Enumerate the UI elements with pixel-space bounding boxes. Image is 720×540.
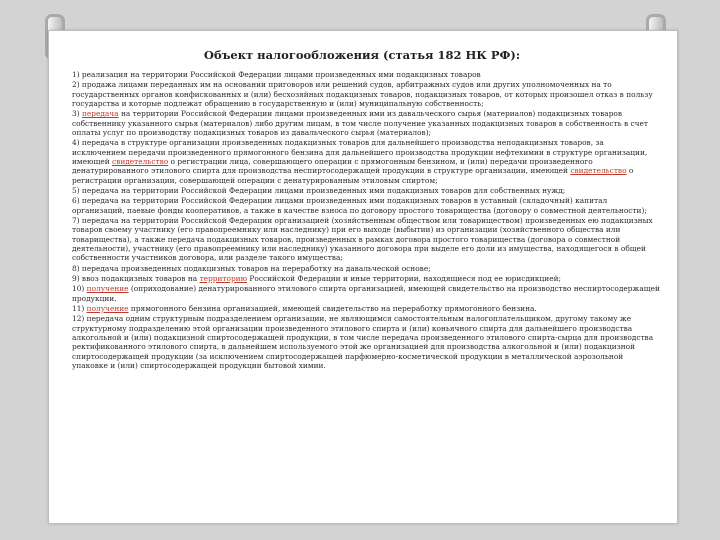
list-item: 10) получение (оприходование) денатурированного этилового спирта организацией, имеющей свидетельство на производство неспиртосодержащей продукции.	[72, 284, 660, 303]
page-title: Объект налогообложения (статья 182 НК РФ):	[203, 48, 521, 62]
link-peredacha[interactable]: передача	[81, 109, 119, 119]
list-item: 4) передача в структуре организации произведенных подакцизных товаров для дальнейшего производства неподакцизных товаров, за исключением передачи произведенного прямогонного бензина для дальнейшего производства продукции нефтехимии в структуре организации, имеющей свидетельство о регистрации лица, совершающего операции с прямогонным бензином, и (или) передачи произведенного денатурированного этилового спирта для производства неспиртосодержащей продукции в структуре организации, имеющей свидетельство о регистрации организации, совершающей операции с денатурированным этиловым спиртом;	[72, 138, 648, 185]
content-body	[72, 70, 660, 371]
list-item: 1) реализация на территории Российской Федерации лицами произведенных ими подакцизных товаров	[72, 70, 481, 79]
list-item: 9) ввоз подакцизных товаров на территорию Российской Федерации и иные территории, находящиеся под ее юрисдикцией;	[72, 273, 562, 283]
link-poluchenie[interactable]: получение	[86, 284, 129, 294]
link-territoriyu[interactable]: территорию	[199, 273, 248, 283]
list-item: 7) передача на территории Российской Федерации организацией (хозяйственным обществом или товариществом) произведенных ею подакцизных товаров своему участнику (его правопреемнику или наследнику) при его выходе (выбытии) из организации (хозяйственного общества или товарищества), а также передача подакцизных товаров, произведенных в рамках договора простого товарищества (договора о совместной деятельности), участнику (его правопреемнику или наследнику) указанного договора при выделе его доли из имущества, находящегося в общей собственности участников договора, или разделе такого имущества;	[72, 215, 653, 263]
list-item: 12) передача одним структурным подразделением организации, не являющимся самостоятельным налогоплательщиком, другому такому же структурному подразделению этой организации произведенного этилового спирта и (или) коньячного спирта для дальнейшего производства алкогольной и (или) подакцизной спиртосодержащей продукции, в том числе передача произведенного этилового спирта-сырца для производства ректификованного этилового спирта, в дальнейшем используемого этой же организацией для производства алкогольной и (или) подакцизной спиртосодержащей продукции (за исключением спиртосодержащей парфюмерно-косметической продукции в металлической аэрозольной упаковке и (или) спиртосодержащей продукции бытовой химии.	[72, 314, 654, 370]
link-poluchenie-2[interactable]: получение	[86, 303, 129, 313]
list-item: 6) передача на территории Российской Федерации лицами произведенных ими подакцизных товаров в уставный (складочный) капитал организаций, паевые фонды кооперативов, а также в качестве взноса по договору простого товарищества (договору о совместной деятельности);	[72, 196, 647, 215]
link-svidetelstvo-2[interactable]: свидетельство	[570, 166, 627, 176]
list-item: 2) продажа лицами переданных им на основании приговоров или решений судов, арбитражных судов или других уполномоченных на то государственных органов конфискованных и (или) бесхозяйных подакцизных товаров, подакцизных товаров, от которых произошел отказ в пользу государства и которые подлежат обращению в государственную и (или) муниципальную собственность;	[72, 80, 653, 108]
list-item: 3) передача на территории Российской Федерации лицами произведенных ими из давальческого сырья (материалов) подакцизных товаров собственнику указанного сырья (материалов) либо другим лицам, в том числе получение указанных подакцизных товаров в собственность в счет оплаты услуг по производству подакцизных товаров из давальческого сырья (материалов);	[72, 109, 649, 137]
link-svidetelstvo[interactable]: свидетельство	[112, 156, 169, 166]
list-item: 5) передача на территории Российской Федерации лицами произведенных ими подакцизных товаров для собственных нужд;	[72, 185, 566, 195]
list-item: 8) передача произведенных подакцизных товаров на переработку на давальческой основе;	[72, 263, 431, 273]
list-item: 11) получение прямогонного бензина организацией, имеющей свидетельство на переработку прямогонного бензина.	[72, 303, 537, 313]
